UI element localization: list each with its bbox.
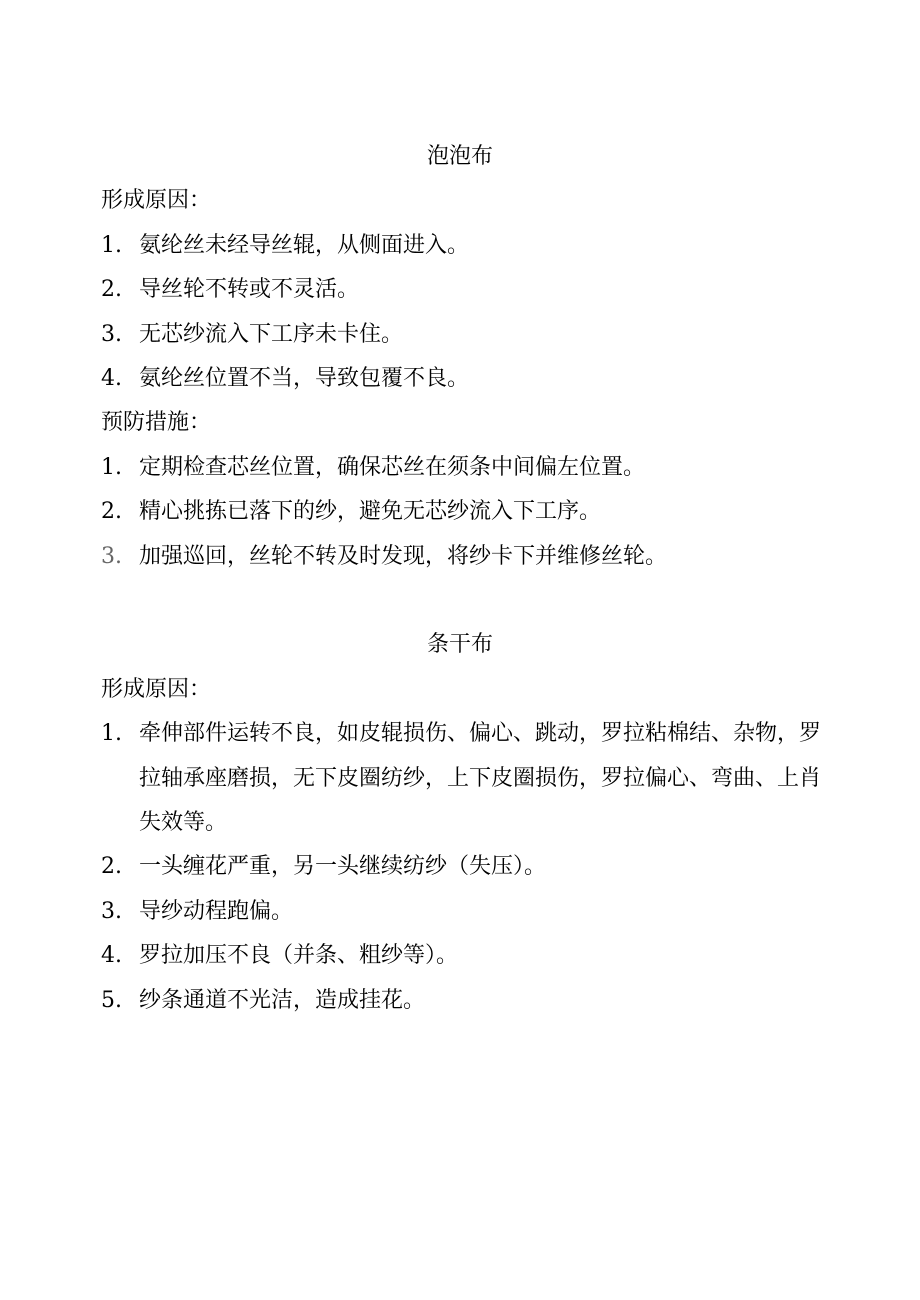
list-item xyxy=(101,890,821,934)
item-number: 2. xyxy=(101,854,122,880)
item-text: 一头缠花严重，另一头继续纺纱（失压）。 xyxy=(139,854,547,880)
list-item xyxy=(101,979,821,1023)
causes-heading: 形成原因： xyxy=(101,676,212,702)
list-item xyxy=(101,490,821,534)
section-gap xyxy=(101,579,821,623)
item-number: 3. xyxy=(101,321,122,347)
item-number: 2. xyxy=(101,499,122,525)
list-item xyxy=(101,446,821,490)
item-number: 1. xyxy=(101,721,122,747)
item-text: 加强巡回，丝轮不转及时发现，将纱卡下并维修丝轮。 xyxy=(139,543,668,569)
item-text: 罗拉加压不良（并条、粗纱等）。 xyxy=(139,943,459,969)
list-item xyxy=(101,712,821,845)
item-number: 1. xyxy=(101,232,122,258)
item-text: 氨纶丝位置不当，导致包覆不良。 xyxy=(139,366,470,392)
item-text: 导丝轮不转或不灵活。 xyxy=(139,277,360,303)
list-item xyxy=(101,268,821,312)
causes-heading: 形成原因： xyxy=(101,188,212,214)
document-body xyxy=(101,135,821,1023)
item-text: 无芯纱流入下工序未卡住。 xyxy=(139,321,404,347)
list-item xyxy=(101,357,821,401)
item-number: 4. xyxy=(101,943,122,969)
prevention-heading: 预防措施： xyxy=(101,410,212,436)
list-item xyxy=(101,934,821,978)
item-number: 2. xyxy=(101,277,122,303)
item-text: 导纱动程跑偏。 xyxy=(139,898,294,924)
section-title-unevenness-fabric: 条干布 xyxy=(426,632,493,658)
list-item xyxy=(101,313,821,357)
item-number: 3. xyxy=(101,543,122,569)
list-item xyxy=(101,845,821,889)
section-title-bubble-fabric: 泡泡布 xyxy=(426,144,493,169)
list-item xyxy=(101,535,821,579)
list-item xyxy=(101,224,821,268)
item-number: 4. xyxy=(101,366,122,392)
item-number: 1. xyxy=(101,454,122,480)
item-text: 牵伸部件运转不良，如皮辊损伤、偏心、跳动，罗拉粘棉结、杂物，罗拉轴承座磨损，无下皮圈纺纱，上下皮圈损伤，罗拉偏心、弯曲、上肖失效等。 xyxy=(139,721,822,836)
item-number: 3. xyxy=(101,898,122,924)
item-text: 精心挑拣已落下的纱，避免无芯纱流入下工序。 xyxy=(139,499,602,525)
item-number: 5. xyxy=(101,987,122,1013)
item-text: 纱条通道不光洁，造成挂花。 xyxy=(139,987,426,1013)
item-text: 氨纶丝未经导丝辊，从侧面进入。 xyxy=(139,232,470,258)
item-text: 定期检查芯丝位置，确保芯丝在须条中间偏左位置。 xyxy=(139,454,646,480)
